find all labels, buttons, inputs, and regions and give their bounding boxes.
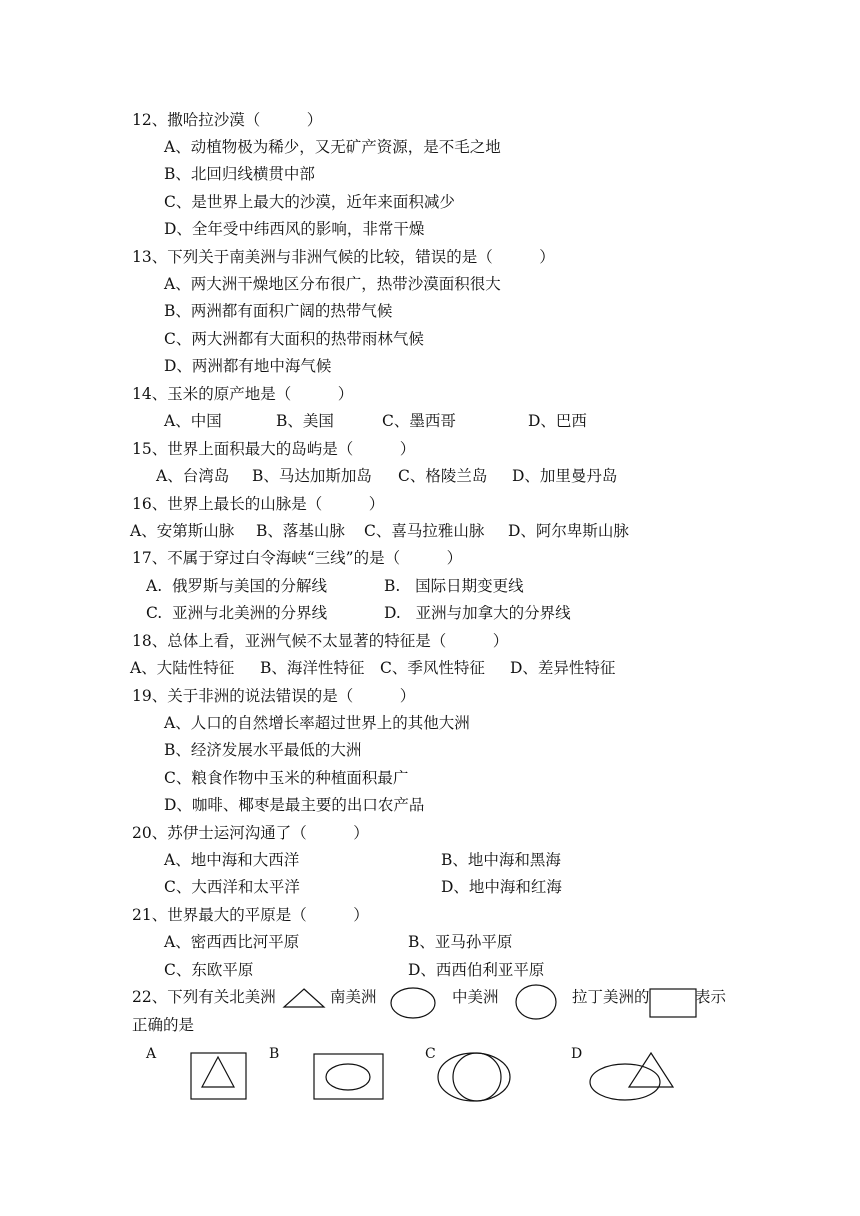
question-18-stem: 18、总体上看，亚洲气候不太显著的特征是（ ） xyxy=(132,632,509,650)
question-15-option-d: D、加里曼丹岛 xyxy=(512,467,618,485)
option-b-diagram xyxy=(313,1053,385,1101)
question-18-option-d: D、差异性特征 xyxy=(510,659,616,677)
question-13-option-c: C、两大洲都有大面积的热带雨林气候 xyxy=(164,330,424,348)
question-13-stem: 13、下列关于南美洲与非洲气候的比较，错误的是（ ） xyxy=(132,248,555,266)
question-21-option-b: B、亚马孙平原 xyxy=(408,933,513,951)
question-19-option-d: D、咖啡、椰枣是最主要的出口农产品 xyxy=(164,796,425,814)
question-15-stem: 15、世界上面积最大的岛屿是（ ） xyxy=(132,440,416,458)
question-17-option-a: A. 俄罗斯与美国的分解线 xyxy=(146,577,327,595)
circle-symbol-central-america xyxy=(515,984,557,1020)
question-17-stem: 17、不属于穿过白令海峡“三线”的是（ ） xyxy=(132,549,463,567)
rectangle-symbol-latin-america xyxy=(649,988,697,1018)
question-19-stem: 19、关于非洲的说法错误的是（ ） xyxy=(132,687,416,705)
question-21-stem: 21、世界最大的平原是（ ） xyxy=(132,906,369,924)
question-16-option-c: C、喜马拉雅山脉 xyxy=(364,522,485,540)
question-13-option-b: B、两洲都有面积广阔的热带气候 xyxy=(164,302,393,320)
question-22-south-america-label: 南美洲 xyxy=(330,988,377,1006)
question-19-option-b: B、经济发展水平最低的大洲 xyxy=(164,741,362,759)
question-22-latin-america-label: 拉丁美洲的 xyxy=(572,988,650,1006)
question-15-option-a: A、台湾岛 xyxy=(156,467,230,485)
question-13-option-a: A、两大洲干燥地区分布很广，热带沙漠面积很大 xyxy=(164,275,501,293)
question-14-option-d: D、巴西 xyxy=(528,412,587,430)
ellipse-symbol-south-america xyxy=(390,986,436,1020)
question-21-option-c: C、东欧平原 xyxy=(164,961,254,979)
question-15-option-b: B、马达加斯加岛 xyxy=(252,467,372,485)
question-22-option-c-label: C xyxy=(425,1046,436,1062)
question-18-option-b: B、海洋性特征 xyxy=(260,659,365,677)
question-22-central-america-label: 中美洲 xyxy=(452,988,499,1006)
question-22-option-d-label: D xyxy=(571,1046,583,1062)
question-12-option-d: D、全年受中纬西风的影响，非常干燥 xyxy=(164,220,425,238)
question-20-option-b: B、地中海和黑海 xyxy=(441,851,561,869)
question-19-option-a: A、人口的自然增长率超过世界上的其他大洲 xyxy=(164,714,470,732)
question-22-stem-line2: 正确的是 xyxy=(132,1016,195,1034)
question-20-option-d: D、地中海和红海 xyxy=(441,878,562,896)
question-14-option-a: A、中国 xyxy=(164,412,222,430)
question-22-option-a-label: A xyxy=(146,1046,157,1062)
triangle-symbol-north-america xyxy=(283,988,325,1008)
question-16-option-b: B、落基山脉 xyxy=(256,522,345,540)
option-c-diagram xyxy=(436,1051,512,1103)
question-15-option-c: C、格陵兰岛 xyxy=(398,467,488,485)
question-21-option-a: A、密西西比河平原 xyxy=(164,933,300,951)
question-22-stem: 22、下列有关北美洲 xyxy=(132,988,276,1006)
option-a-diagram xyxy=(190,1052,248,1100)
question-14-option-b: B、美国 xyxy=(276,412,334,430)
question-14-option-c: C、墨西哥 xyxy=(382,412,456,430)
question-19-option-c: C、粮食作物中玉米的种植面积最广 xyxy=(164,769,409,787)
question-21-option-d: D、西西伯利亚平原 xyxy=(408,961,545,979)
question-20-option-a: A、地中海和大西洋 xyxy=(164,851,300,869)
question-12-option-b: B、北回归线横贯中部 xyxy=(164,165,315,183)
question-16-stem: 16、世界上最长的山脉是（ ） xyxy=(132,495,385,513)
question-20-stem: 20、苏伊士运河沟通了（ ） xyxy=(132,824,369,842)
question-16-option-d: D、阿尔卑斯山脉 xyxy=(508,522,629,540)
question-17-option-d: D. 亚洲与加拿大的分界线 xyxy=(384,604,571,622)
question-18-option-a: A、大陆性特征 xyxy=(130,659,235,677)
question-12-stem: 12、撒哈拉沙漠（ ） xyxy=(132,111,323,129)
option-d-diagram xyxy=(589,1051,677,1103)
question-17-option-c: C. 亚洲与北美洲的分界线 xyxy=(146,604,328,622)
question-16-option-a: A、安第斯山脉 xyxy=(130,522,235,540)
question-12-option-c: C、是世界上最大的沙漠，近年来面积减少 xyxy=(164,193,455,211)
question-14-stem: 14、玉米的原产地是（ ） xyxy=(132,385,354,403)
question-13-option-d: D、两洲都有地中海气候 xyxy=(164,357,332,375)
question-20-option-c: C、大西洋和太平洋 xyxy=(164,878,300,896)
question-17-option-b: B. 国际日期变更线 xyxy=(384,577,524,595)
question-12-option-a: A、动植物极为稀少，又无矿产资源，是不毛之地 xyxy=(164,138,501,156)
question-22-stem-end: 表示 xyxy=(695,988,727,1006)
question-18-option-c: C、季风性特征 xyxy=(380,659,485,677)
question-22-option-b-label: B xyxy=(269,1046,280,1062)
